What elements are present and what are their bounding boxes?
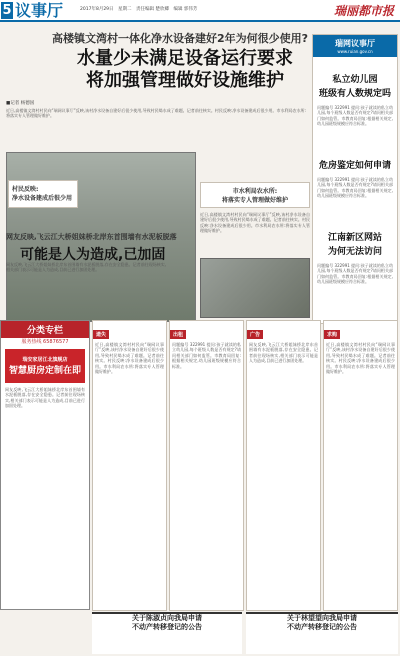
sidebar-q1: 私立幼儿园 班级有人数规定吗 bbox=[318, 75, 391, 99]
sidebar-text-2: 问题编号 322991 提问:孩子就读的私立幼儿园,每个班级人数是否有规定?请问相关部门如何监管。市教育局回复:根据相关规定,幼儿园班级规模应符合标准。 bbox=[317, 177, 393, 199]
sidebar-q3: 江南新区网站 为何无法访问 bbox=[327, 233, 382, 257]
second-headline: 可能是人为造成,已加固 bbox=[20, 247, 166, 263]
lead-body-col: 近日,高楼镇文湾村村民向“瑞网议事厅”反映,该村净水设备自建好后很少使用,导致村民喝水成了难题。记者前往核实。村民反映:净水设备建成后很少用。市水利局农水所:将落实专人管理做好维护。 bbox=[200, 212, 310, 234]
ad-col-1: 遗失 近日,高楼镇文湾村村民向“瑞网议事厅”反映,该村净水设备自建好后很少使用,导致村民喝水成了难题。记者前往核实。村民反映:净水设备建成后很少用。市水利局农水所:将落实专人管理做好维护。 bbox=[92, 320, 167, 611]
lead-byline: ■记者 杨德国 bbox=[6, 101, 35, 106]
date-line: 2017年8月29日 星期二 责任编辑 楚欣卿 编辑 郭伟芳 bbox=[80, 7, 198, 12]
page-header bbox=[0, 0, 400, 22]
notice-left: 关于陈淑贞向我局申请 不动产转移登记的公告 bbox=[92, 612, 242, 654]
lead-headline: 水量少未满足设备运行要求 将加强管理做好设施维护 bbox=[77, 48, 293, 91]
section-title: 议事厅 bbox=[15, 1, 64, 20]
ad-col-4: 求购 近日,高楼镇文湾村村民向“瑞网议事厅”反映,该村净水设备自建好后很少使用,导致村民喝水成了难题。记者前往核实。村民反映:净水设备建成后很少用。市水利局农水所:将落实专人管理做好维护。 bbox=[323, 320, 398, 611]
sidebar-q2: 危房鉴定如何申请 bbox=[318, 161, 391, 171]
second-subtitle: 网友反映,飞云江大桥姐妹桥北岸东首围墙有水泥板脱落 bbox=[6, 233, 177, 241]
lead-body: 近日,高楼镇文湾村村民向“瑞网议事厅”反映,该村净水设备自建好后很少使用,导致村民喝水成了难题。记者前往核实。村民反映:净水设备建成后很少用。市水利局农水所:将落实专人管理做好维护。 bbox=[6, 108, 306, 119]
lead-callout-1: 村民反映: 净水设备建成后很少用 bbox=[8, 180, 78, 208]
page-number: 5 bbox=[2, 3, 12, 18]
sidebar-text-1: 问题编号 322991 提问:孩子就读的私立幼儿园,每个班级人数是否有规定?请问相关部门如何监管。市教育局回复:根据相关规定,幼儿园班级规模应符合标准。 bbox=[317, 105, 393, 127]
ad-col-3: 广告 网友反映,飞云江大桥姐妹桥北岸东首围墙有水泥板脱落,存在安全隐患。记者前往现场核实,相关部门表示可能是人为造成,目前已进行加固处理。 bbox=[246, 320, 321, 611]
sidebar-panel bbox=[312, 34, 398, 324]
classified-phone: 服务热线 65876577 bbox=[21, 339, 69, 345]
notice-right: 关于林望望向我局申请 不动产转移登记的公告 bbox=[246, 612, 398, 654]
classified-header: 分类专栏 bbox=[1, 321, 89, 338]
lead-callout-2: 市水利局农水所: 将落实专人管理做好维护 bbox=[200, 182, 310, 208]
paper-logo: 瑞丽都市报 bbox=[333, 4, 394, 18]
second-photo bbox=[200, 258, 310, 318]
classified-text: 网友反映,飞云江大桥姐妹桥北岸东首围墙有水泥板脱落,存在安全隐患。记者前往现场核实,相关部门表示可能是人为造成,目前已进行加固处理。 bbox=[5, 387, 85, 409]
ad-banner: 瑞安家居江北旗舰店 智慧厨房定制在即 bbox=[5, 349, 85, 383]
lead-subtitle: 高楼镇文湾村一体化净水设备建好2年为何很少使用? bbox=[51, 32, 309, 45]
classified-column bbox=[0, 320, 90, 610]
sidebar-text-3: 问题编号 322991 提问:孩子就读的私立幼儿园,每个班级人数是否有规定?请问相关部门如何监管。市教育局回复:根据相关规定,幼儿园班级规模应符合标准。 bbox=[317, 263, 393, 285]
second-body: 网友反映,飞云江大桥姐妹桥北岸东首围墙有水泥板脱落,存在安全隐患。记者前往现场核实,相关部门表示可能是人为造成,目前已进行加固处理。 bbox=[6, 262, 166, 273]
ads-grid bbox=[92, 320, 398, 610]
sidebar-banner: 瑞网议事厅 www.ruian.gov.cn bbox=[313, 35, 397, 57]
ad-col-2: 出租 问题编号 322991 提问:孩子就读的私立幼儿园,每个班级人数是否有规定?请问相关部门如何监管。市教育局回复:根据相关规定,幼儿园班级规模应符合标准。 bbox=[169, 320, 244, 611]
